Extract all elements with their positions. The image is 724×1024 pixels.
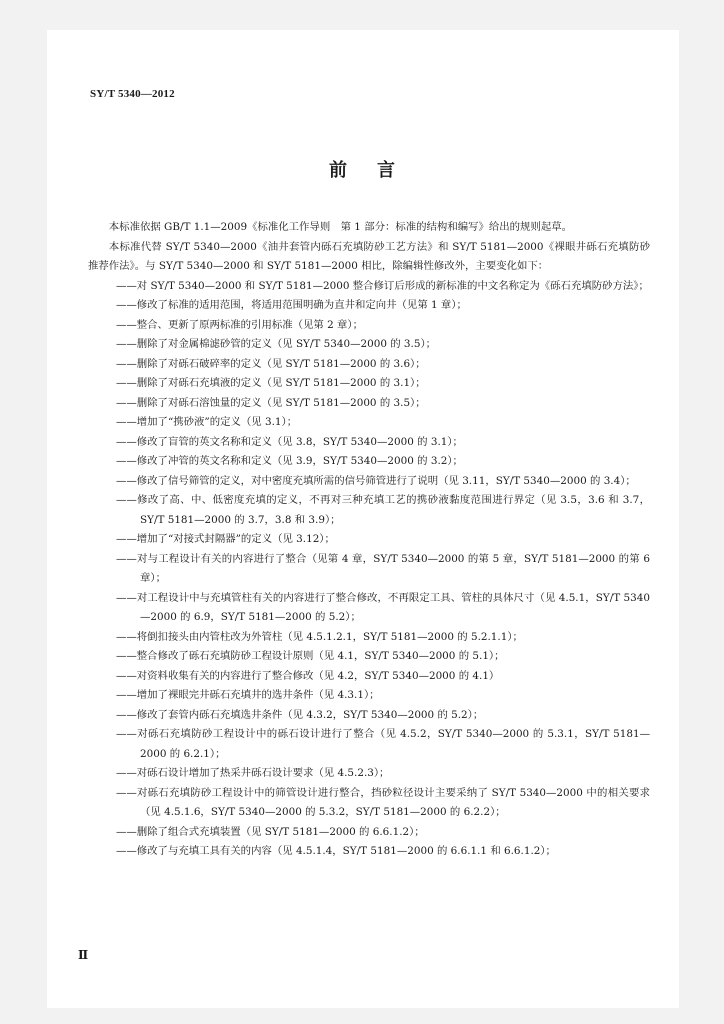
change-item: ——整合修改了砾石充填防砂工程设计原则（见 4.1，SY/T 5340—2000 的 5.1）； [116,650,505,662]
change-item: ——删除了对砾石充填液的定义（见 SY/T 5181—2000 的 3.1）； [116,377,426,389]
change-item: ——修改了标准的适用范围，将适用范围明确为直井和定向井（见第 1 章）； [116,299,467,311]
change-item: ——修改了与充填工具有关的内容（见 4.5.1.4，SY/T 5181—2000 的 6.6.1.1 和 6.6.1.2）； [116,845,556,857]
change-item: ——对砾石设计增加了热采井砾石设计要求（见 4.5.2.3）； [116,767,390,779]
page-title: 前言 [329,160,425,181]
change-item: ——删除了对砾石破碎率的定义（见 SY/T 5181—2000 的 3.6）； [116,357,426,370]
change-item: ——增加了“携砂液”的定义（见 3.1）； [116,416,298,428]
change-item: ——增加了裸眼完井砾石充填井的选井条件（见 4.3.1）； [116,689,380,701]
change-item: ——删除了组合式充填装置（见 SY/T 5181—2000 的 6.6.1.2）； [116,825,425,838]
change-item: ——对工程设计中与充填管柱有关的内容进行了整合修改，不再限定工具、管柱的具体尺寸（见 4.5.1，SY/T 5340—2000 的 6.9，SY/T 5181—2000 的 5.2）； [116,591,650,623]
change-item: ——对资料收集有关的内容进行了整合修改（见 4.2，SY/T 5340—2000 的 4.1） [116,669,500,682]
change-item: ——修改了高、中、低密度充填的定义，不再对三种充填工艺的携砂液黏度范围进行界定（见 3.5，3.6 和 3.7，SY/T 5181—2000 的 3.7，3.8 和 3.9）； [116,494,650,526]
intro-paragraph: 本标准代替 SY/T 5340—2000《油井套管内砾石充填防砂工艺方法》和 SY/T 5181—2000《裸眼井砾石充填防砂推荐作法》。与 SY/T 5340—2000 和 SY/T 5181—2000 相比，除编辑性修改外，主要变化如下： [88,240,650,272]
change-item: ——删除了对砾石溶蚀量的定义（见 SY/T 5181—2000 的 3.5）； [116,396,426,409]
change-item: ——删除了对金属棉滤砂管的定义（见 SY/T 5340—2000 的 3.5）； [116,338,437,350]
change-item: ——将倒扣接头由内管柱改为外管柱（见 4.5.1.2.1，SY/T 5181—2000 的 5.2.1.1）； [116,630,523,643]
change-item: ——对 SY/T 5340—2000 和 SY/T 5181—2000 整合修订后形成的新标准的中文名称定为《砾石充填防砂方法》； [116,279,649,292]
standard-code: SY/T 5340—2012 [90,88,175,100]
change-item: ——修改了冲管的英文名称和定义（见 3.9，SY/T 5340—2000 的 3.2）； [116,455,463,467]
change-item: ——对与工程设计有关的内容进行了整合（见第 4 章，SY/T 5340—2000 的第 5 章，SY/T 5181—2000 的第 6 章）； [116,552,650,584]
change-item: ——对砾石充填防砂工程设计中的砾石设计进行了整合（见 4.5.2，SY/T 5340—2000 的 5.3.1，SY/T 5181—2000 的 6.2.1）； [116,728,650,760]
document-body [88,218,650,862]
change-item: ——修改了盲管的英文名称和定义（见 3.8，SY/T 5340—2000 的 3.1）； [116,435,463,448]
page-number: Ⅱ [78,948,89,962]
change-item: ——增加了“对接式封隔器”的定义（见 3.12）； [116,533,335,545]
change-item: ——整合、更新了原两标准的引用标准（见第 2 章）； [116,318,363,331]
change-item: ——对砾石充填防砂工程设计中的筛管设计进行整合，挡砂粒径设计主要采纳了 SY/T 5340—2000 中的相关要求（见 4.5.1.6，SY/T 5340—2000 的 5.3.2，SY/T 5181—2000 的 6.2.2）； [116,786,650,818]
change-item: ——修改了信号筛管的定义，对中密度充填所需的信号筛管进行了说明（见 3.11，SY/T 5340—2000 的 3.4）； [116,474,636,487]
change-item: ——修改了套管内砾石充填选井条件（见 4.3.2，SY/T 5340—2000 的 5.2）； [116,708,484,721]
intro-paragraph: 本标准依据 GB/T 1.1—2009《标准化工作导则 第 1 部分：标准的结构和编写》给出的规则起草。 [108,221,573,233]
